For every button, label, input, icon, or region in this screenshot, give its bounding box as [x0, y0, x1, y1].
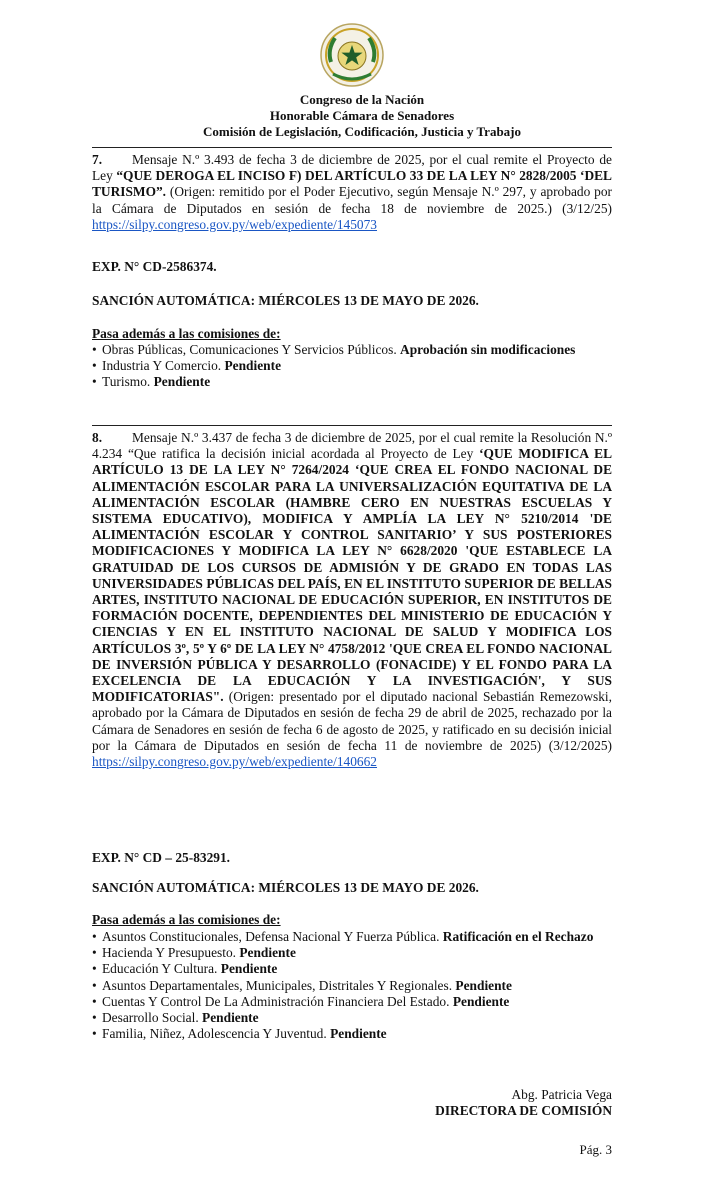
item-8-exp: EXP. N° CD – 25-83291. [92, 850, 231, 865]
header-commission: Comisión de Legislación, Codificación, Justicia y Trabajo [202, 124, 522, 139]
item-8-commission-list [92, 929, 612, 1042]
commission-status: Pendiente [330, 1026, 387, 1042]
commission-name: Asuntos Departamentales, Municipales, Distritales Y Regionales. [102, 977, 453, 993]
commission-name: Turismo. [102, 374, 151, 390]
commission-name: Educación Y Cultura. [102, 961, 218, 977]
header-congress: Congreso de la Nación [299, 92, 425, 107]
commission-status: Pendiente [220, 961, 278, 977]
commission-name: Obras Públicas, Comunicaciones Y Servicios Públicos. [102, 342, 397, 357]
commission-status: Aprobación sin modificaciones [400, 342, 576, 357]
commission-name: Desarrollo Social. [102, 1010, 199, 1026]
item-origin: (Origen: remitido por el Poder Ejecutivo, según Mensaje N.º 297, y aprobado por la Cámara de Diputados en sesión de fecha 18 de noviembre de 2025.) (3/12/25) [92, 184, 612, 216]
item-7-commission-list [92, 342, 612, 391]
commission-status: Pendiente [455, 977, 512, 993]
signer-name: Abg. Patricia Vega [511, 1087, 612, 1102]
list-item: • Familia, Niñez, Adolescencia Y Juventud. Pendiente [92, 1026, 387, 1042]
item-origin: (Origen: presentado por el diputado nacional Sebastián Remezowski, aprobado por la Cámara de Diputados en sesión de fecha 29 de abril de 2025, rechazado por la Cámara de Senadores en sesión de fecha 6 de agosto de 2025, y ratificado en su decisión inicial por la Cámara de Diputados en sesión de fecha 11 de noviembre de 2025) (3/12/2025) [92, 689, 612, 753]
list-item: • Asuntos Departamentales, Municipales, Distritales Y Regionales. Pendiente [92, 977, 512, 993]
item-intro: Mensaje N.º 3.437 de fecha 3 de diciembre de 2025, por el cual remite la Resolución N.º 4.234 “Que ratifica la decisión inicial acordada al Proyecto de Ley [92, 430, 612, 462]
item-8-pasa-label: Pasa además a las comisiones de: [92, 912, 281, 927]
page-number: Pág. 3 [579, 1142, 612, 1157]
commission-name: Asuntos Constitucionales, Defensa Nacional Y Fuerza Pública. [102, 929, 440, 944]
item-7-pasa-label: Pasa además a las comisiones de: [92, 326, 281, 341]
document-header [0, 92, 724, 140]
item-7-exp: EXP. N° CD-2586374. [92, 259, 217, 274]
list-item: • Asuntos Constitucionales, Defensa Nacional Y Fuerza Pública. Ratificación en el Rechazo [92, 929, 594, 944]
expediente-link[interactable]: https://silpy.congreso.gov.py/web/expediente/140662 [92, 754, 378, 770]
commission-name: Cuentas Y Control De La Administración Financiera Del Estado. [102, 993, 450, 1009]
list-item: • Educación Y Cultura. Pendiente [92, 961, 278, 977]
commission-status: Pendiente [452, 993, 510, 1009]
commission-status: Pendiente [239, 945, 296, 961]
item-divider [92, 425, 612, 426]
list-item: • Industria Y Comercio. Pendiente [92, 358, 282, 374]
item-7-sancion: SANCIÓN AUTOMÁTICA: MIÉRCOLES 13 DE MAYO DE 2026. [92, 293, 479, 308]
header-chamber: Honorable Cámara de Senadores [269, 108, 455, 123]
commission-status: Ratificación en el Rechazo [442, 929, 594, 944]
commission-status: Pendiente [153, 374, 211, 390]
item-8-paragraph [92, 430, 612, 770]
expediente-link[interactable]: https://silpy.congreso.gov.py/web/expediente/145073 [92, 216, 378, 232]
signer-title: DIRECTORA DE COMISIÓN [435, 1103, 612, 1118]
commission-name: Industria Y Comercio. [102, 358, 222, 374]
item-number: 8. [92, 430, 103, 445]
item-8-sancion: SANCIÓN AUTOMÁTICA: MIÉRCOLES 13 DE MAYO DE 2026. [92, 880, 479, 895]
list-item: • Hacienda Y Presupuesto. Pendiente [92, 945, 296, 961]
commission-status: Pendiente [202, 1010, 259, 1026]
list-item: • Obras Públicas, Comunicaciones Y Servicios Públicos. Aprobación sin modificaciones [92, 342, 576, 357]
signature-block [372, 1087, 612, 1119]
item-law-title: ‘QUE MODIFICA EL ARTÍCULO 13 DE LA LEY N° 7264/2024 ‘QUE CREA EL FONDO NACIONAL DE ALIMENTACIÓN ESCOLAR PARA LA UNIVERSALIZACIÓN EQUITATIVA DE LA ALIMENTACIÓN ESCOLAR (HAMBRE CERO EN NUESTRAS ESCUELAS Y SISTEMA EDUCATIVO), MODIFICA Y AMPLÍA LA LEY N° 5210/2014 'DE ALIMENTACIÓN ESCOLAR Y CONTROL SANITARIO’ Y SUS POSTERIORES MODIFICACIONES Y MODIFICA LA LEY N° 6628/2020 'QUE ESTABLECE LA GRATUIDAD DE LOS CURSOS DE ADMISIÓN Y DE GRADO EN TODAS LAS UNIVERSIDADES PÚBLICAS DEL PAÍS, EN EL INSTITUTO SUPERIOR DE BELLAS ARTES, INSTITUTO NACIONAL DE EDUCACIÓN SUPERIOR, EN INSTITUTOS DE FORMACIÓN DOCENTE, DEPENDIENTES DEL MINISTERIO DE EDUCACIÓN Y CIENCIAS Y EN EL INSTITUTO NACIONAL DE SALUD Y MODIFICA LOS ARTÍCULOS 3º, 5º Y 6º DE LA LEY N° 4758/2012 'QUE CREA EL FONDO NACIONAL DE INVERSIÓN PÚBLICA Y DESARROLLO (FONACIDE) Y EL FONDO PARA LA EXCELENCIA DE LA EDUCACIÓN Y LA INVESTIGACIÓN', Y SUS MODIFICATORIAS". [92, 446, 612, 705]
list-item: • Desarrollo Social. Pendiente [92, 1010, 259, 1026]
list-item: • Cuentas Y Control De La Administración Financiera Del Estado. Pendiente [92, 993, 510, 1009]
commission-name: Familia, Niñez, Adolescencia Y Juventud. [102, 1026, 327, 1042]
commission-name: Hacienda Y Presupuesto. [102, 945, 236, 961]
list-item: • Turismo. Pendiente [92, 374, 211, 390]
national-seal-icon [319, 22, 385, 88]
item-7-paragraph [92, 152, 612, 233]
item-number: 7. [92, 152, 103, 167]
commission-status: Pendiente [224, 358, 282, 374]
item-law-title: “QUE DEROGA EL INCISO F) DEL ARTÍCULO 33 DE LA LEY N° 2828/2005 ‘DEL TURISMO”. [92, 168, 612, 200]
item-intro: Mensaje N.º 3.493 de fecha 3 de diciembre de 2025, por el cual remite el Proyecto de Ley [92, 152, 612, 184]
header-divider [92, 147, 612, 148]
